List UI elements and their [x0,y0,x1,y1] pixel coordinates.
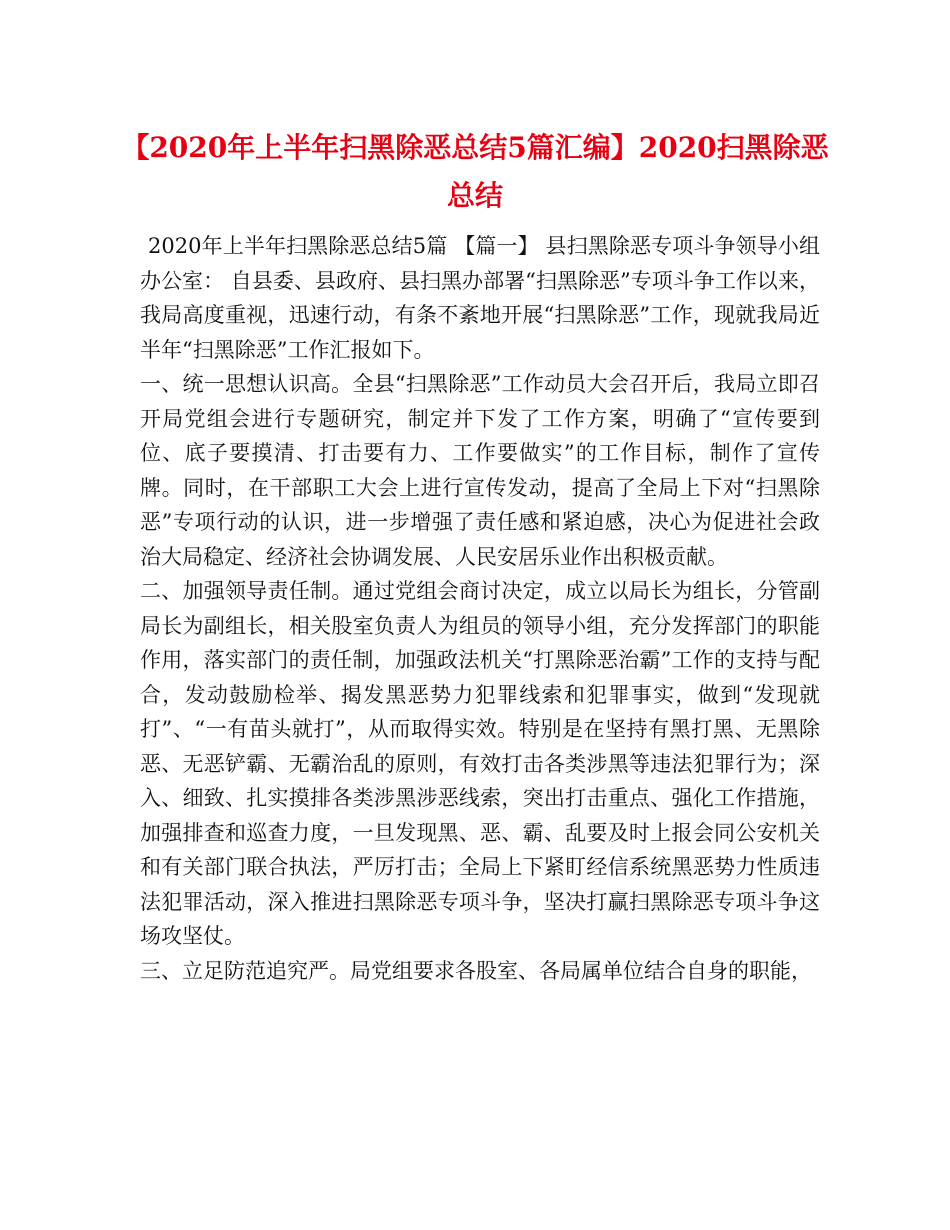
paragraph-section-2: 二、加强领导责任制。通过党组会商讨决定，成立以局长为组长，分管副局长为副组长，相关股室负责人为组员的领导小组，充分发挥部门的职能作用，落实部门的责任制，加强政法机关“打黑除恶治霸”工作的支持与配合，发动鼓励检举、揭发黑恶势力犯罪线索和犯罪事实，做到“发现就打”、“一有苗头就打”，从而取得实效。特别是在坚持有黑打黑、无黑除恶、无恶铲霸、无霸治乱的原则，有效打击各类涉黑等违法犯罪行为；深入、细致、扎实摸排各类涉黑涉恶线索，突出打击重点、强化工作措施，加强排查和巡查力度，一旦发现黑、恶、霸、乱要及时上报会同公安机关和有关部门联合执法，严厉打击；全局上下紧盯经信系统黑恶势力性质违法犯罪活动，深入推进扫黑除恶专项斗争，坚决打赢扫黑除恶专项斗争这场攻坚仗。 [140,579,820,948]
document-body [140,229,820,988]
paragraph-section-3: 三、立足防范追究严。局党组要求各股室、各局属单位结合自身的职能， [140,958,812,983]
paragraph-section-1: 一、统一思想认识高。全县“扫黑除恶”工作动员大会召开后，我局立即召开局党组会进行专题研究，制定并下发了工作方案，明确了“宣传要到位、底子要摸清、打击要有力、工作要做实”的工作目标，制作了宣传牌。同时，在干部职工大会上进行宣传发动，提高了全局上下对“扫黑除恶”专项行动的认识，进一步增强了责任感和紧迫感，决心为促进社会政治大局稳定、经济社会协调发展、人民安居乐业作出积极贡献。 [140,372,820,569]
paragraph-intro: 2020年上半年扫黑除恶总结5篇 【篇一】 县扫黑除恶专项斗争领导小组办公室： 自县委、县政府、县扫黑办部署“扫黑除恶”专项斗争工作以来，我局高度重视，迅速行动，有条不紊地开展“扫黑除恶”工作，现就我局近半年“扫黑除恶”工作汇报如下。 [140,234,820,362]
document-title: 【2020年上半年扫黑除恶总结5篇汇编】2020扫黑除恶总结 [121,131,829,212]
